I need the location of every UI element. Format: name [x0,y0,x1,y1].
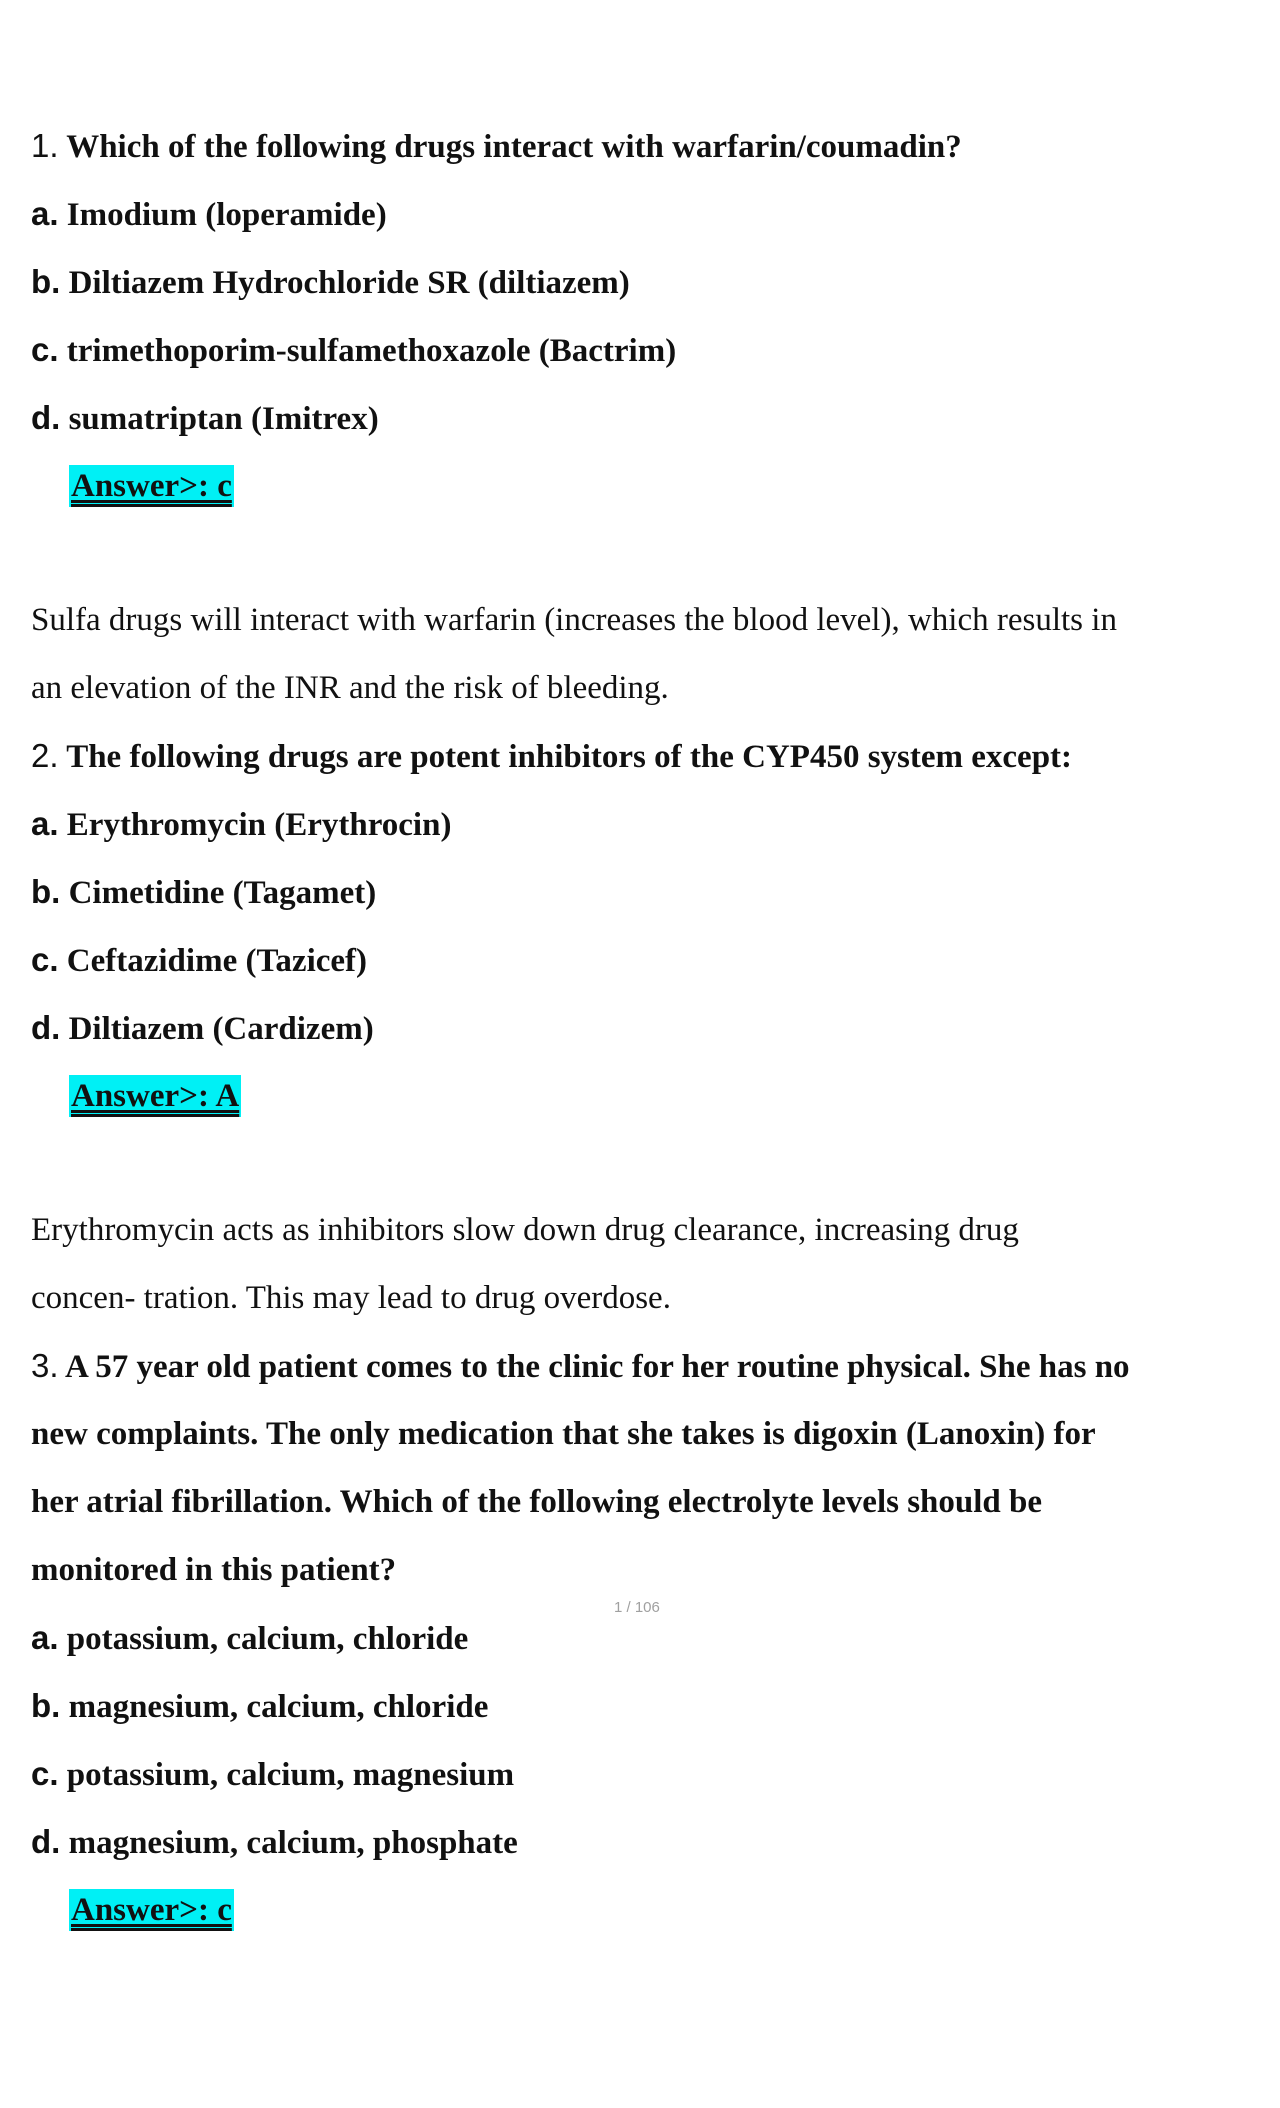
question-2-option-a [31,804,1250,845]
question-2-explanation-line-2: concen- tration. This may lead to drug overdose. [31,1280,671,1316]
option-letter: b. [31,873,61,910]
question-1-answer: Answer>: c [69,465,234,507]
question-3-answer: Answer>: c [69,1889,234,1931]
option-letter: d. [31,1823,61,1860]
question-text: Which of the following drugs interact with warfarin/coumadin? [66,129,962,165]
question-3-option-a [31,1618,1250,1659]
question-1-option-a [31,194,1250,235]
question-1-option-b [31,262,1250,303]
question-number: 3. [31,1347,59,1384]
option-letter: b. [31,1687,61,1724]
question-1-stem [31,126,1250,167]
option-text: Erythromycin (Erythrocin) [66,807,452,843]
option-letter: d. [31,1009,61,1046]
page-counter: 1 / 106 [614,1599,660,1616]
option-text: sumatriptan (Imitrex) [68,401,379,437]
option-letter: c. [31,1755,59,1792]
question-text: A 57 year old patient comes to the clinic for her routine physical. She has no [64,1349,1130,1385]
question-1-option-c [31,330,1250,371]
question-2-stem [31,736,1250,777]
question-3-option-c [31,1754,1250,1795]
option-text: Cimetidine (Tagamet) [68,875,377,911]
option-letter: c. [31,941,59,978]
option-letter: a. [31,1619,59,1656]
option-letter: a. [31,805,59,842]
option-letter: c. [31,331,59,368]
option-text: potassium, calcium, chloride [66,1621,469,1657]
option-text: Ceftazidime (Tazicef) [66,943,368,979]
question-number: 1. [31,127,59,164]
question-2-explanation-line-1: Erythromycin acts as inhibitors slow down drug clearance, increasing drug [31,1212,1019,1248]
option-letter: b. [31,263,61,300]
question-3-option-b [31,1686,1250,1727]
question-2-option-b [31,872,1250,913]
question-2-answer: Answer>: A [69,1075,241,1117]
question-text: The following drugs are potent inhibitors of the CYP450 system except: [66,739,1073,775]
question-2-option-c [31,940,1250,981]
option-text: Imodium (loperamide) [66,197,387,233]
question-number: 2. [31,737,59,774]
option-letter: a. [31,195,59,232]
question-1-explanation-line-2: an elevation of the INR and the risk of bleeding. [31,670,669,706]
option-text: magnesium, calcium, phosphate [68,1825,518,1861]
question-3-stem-line-2: new complaints. The only medication that she takes is digoxin (Lanoxin) for [31,1416,1096,1452]
question-3-stem-line-3: her atrial fibrillation. Which of the following electrolyte levels should be [31,1484,1043,1520]
question-3-stem-line-4: monitored in this patient? [31,1552,397,1588]
option-letter: d. [31,399,61,436]
question-3-option-d [31,1822,1250,1863]
question-1-explanation-line-1: Sulfa drugs will interact with warfarin (increases the blood level), which results in [31,602,1117,638]
option-text: Diltiazem Hydrochloride SR (diltiazem) [68,265,630,301]
option-text: trimethoporim-sulfamethoxazole (Bactrim) [66,333,677,369]
question-3-stem-line-1 [31,1346,1250,1387]
option-text: potassium, calcium, magnesium [66,1757,515,1793]
question-2-option-d [31,1008,1250,1049]
option-text: Diltiazem (Cardizem) [68,1011,374,1047]
option-text: magnesium, calcium, chloride [68,1689,489,1725]
question-1-option-d [31,398,1250,439]
